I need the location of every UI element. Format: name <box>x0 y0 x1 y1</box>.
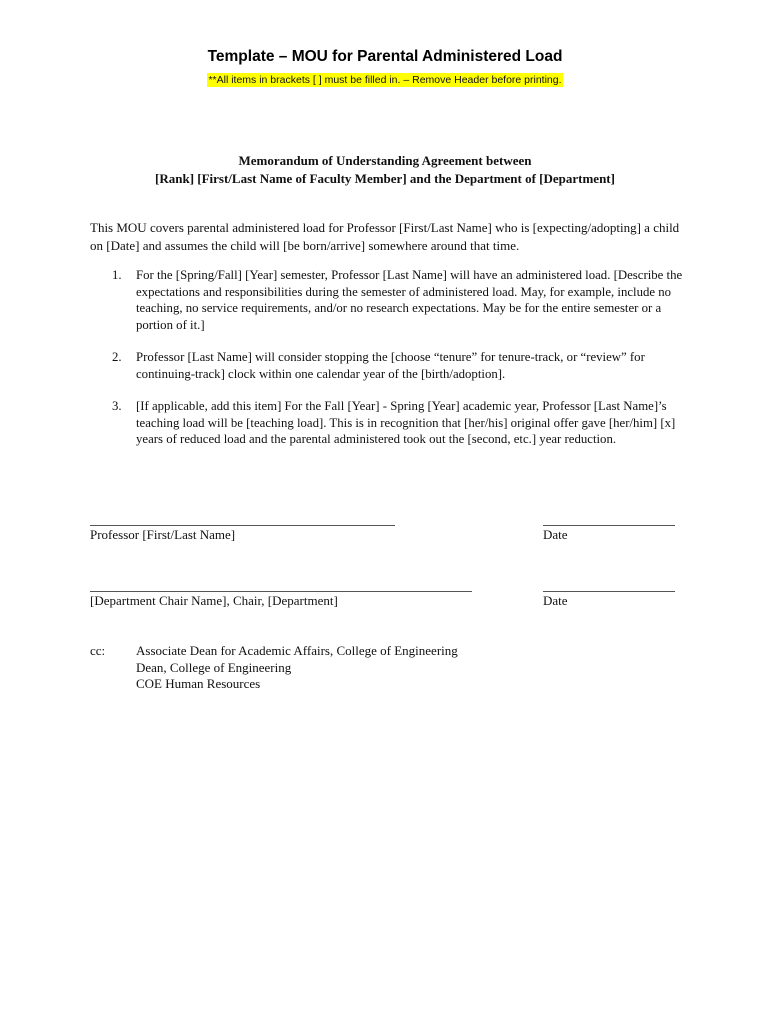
professor-signature-label: Professor [First/Last Name] <box>90 527 236 542</box>
memo-title-line-2: [Rank] [First/Last Name of Faculty Member] and the Department of [Department] <box>155 171 615 186</box>
cc-recipient: COE Human Resources <box>136 676 261 691</box>
professor-signature-line <box>90 525 395 526</box>
chair-signature-label: [Department Chair Name], Chair, [Department] <box>90 593 338 608</box>
memo-list-item <box>90 267 686 333</box>
template-header-title: Template – MOU for Parental Administered Load <box>207 48 563 65</box>
list-item-number: 3. <box>112 399 122 413</box>
list-item-number: 1. <box>112 268 122 282</box>
list-item-number: 2. <box>112 350 122 364</box>
template-header-note-wrap <box>0 70 770 88</box>
cc-recipient: Associate Dean for Academic Affairs, College of Engineering <box>136 643 458 658</box>
list-item-text: For the [Spring/Fall] [Year] semester, Professor [Last Name] will have an administered load. [Describe the expectations and responsibilities during the semester of administered load. May, for example, include no teaching, no service requirements, and/or no research expectations. May be for the entire semester or a portion of it.] <box>136 268 683 332</box>
list-item-text: Professor [Last Name] will consider stopping the [choose “tenure” for tenure-track, or “review” for continuing-track] clock within one calendar year of the [birth/adoption]. <box>136 350 645 381</box>
chair-signature-line <box>90 591 472 592</box>
cc-recipient: Dean, College of Engineering <box>136 659 292 675</box>
professor-date-line <box>543 525 675 526</box>
cc-recipient-list <box>136 643 458 693</box>
list-item-text: [If applicable, add this item] For the Fall [Year] - Spring [Year] academic year, Professor [Last Name]’s teaching load will be [teaching load]. This is in recognition that [her/his] original offer gave [her/him] [x] years of reduced load and the parental administered took out the [second, etc.] year reduction. <box>136 399 676 446</box>
chair-date-line <box>543 591 675 592</box>
template-header-note: **All items in brackets [ ] must be filled in. – Remove Header before printing. <box>208 74 562 86</box>
professor-date-label: Date <box>543 527 568 542</box>
memo-intro-paragraph: This MOU covers parental administered load for Professor [First/Last Name] who is [expecting/adopting] a child on [Date] and assumes the child will [be born/arrive] somewhere around that time. <box>90 220 680 253</box>
chair-date-label: Date <box>543 593 568 608</box>
memo-list-item <box>90 349 686 382</box>
memo-title-line-1: Memorandum of Understanding Agreement between <box>238 153 532 168</box>
memo-list-item <box>90 398 686 448</box>
cc-label: cc: <box>90 643 106 658</box>
